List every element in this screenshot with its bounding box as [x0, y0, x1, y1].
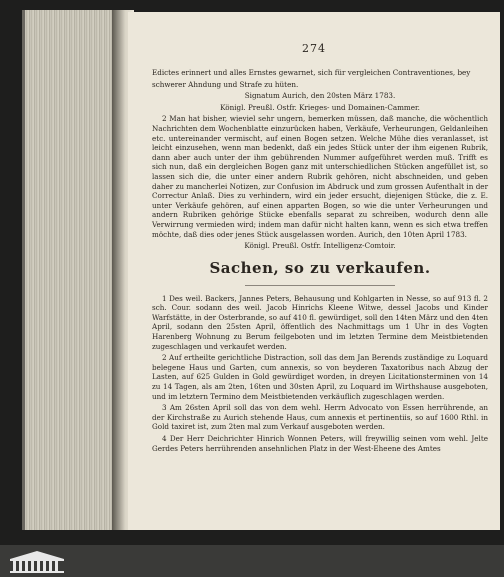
intro-line-1: Edictes erinnert und alles Ernstes gewarnet, sich für vergleichen Contraventiones, bey: [152, 68, 471, 77]
signature-line-1: Signatum Aurich, den 20sten März 1783.: [244, 91, 396, 101]
signature-intelligenz: Königl. Preußl. Ostfr. Intelligenz-Comtoir.: [244, 241, 396, 251]
section-heading: Sachen, so zu verkaufen.: [209, 258, 431, 277]
document-page: [128, 12, 500, 530]
paragraph-2: 2 Man hat bisher, wieviel sehr ungern, bemerken müssen, daß manche, die wöchentlich Nachrichten dem Wochenblatte einzurücken haben, Verkäufe, Verheurungen, Geldanleihen etc. untereinander vermischt, auf einen Bogen setzen. Welche Mühe dies veranlasset, ist leicht einzusehen, wenn man bedenkt, daß ein jedes Stück unter der ihm eigenen Rubrik, dann aber auch unter der ihm gebührenden Nummer aufgeführet werden muß. Trifft es sich nun, daß ein dergleichen Bogen ganz mit unterschiedlichen Stücken angefüllet ist, so lassen sich die, die unter einer andern Rubrik gehören, nicht abschneiden, und geben daher zu mancherlei Notizen, zur Confusion im Abdruck und zum grossen Aufenthalt in der Correctur Anlaß. Dies zu verhindern, wird ein jeder ersucht, diejenigen Stücke, die z. E. unter Verkäufe gehören, auf einen apparten Bogen, so wie die unter Verheurungen und andern Rubriken gehörige Stücke ebenfalls separat zu schreiben, wodurch denn alle Verwirrung vermieden wird; indem man dafür nicht halten kann, wenn es sich etwa treffen möchte, daß dies oder jenes Stück ausgelassen worden. Aurich, den 10ten April 1783.: [152, 114, 488, 239]
page-edges: [22, 10, 125, 530]
page-number: 274: [302, 42, 326, 55]
item-2: 2 Auf ertheilte gerichtliche Distraction, soll das dem Jan Berends zuständige zu Loquard belegene Haus und Garten, cum annexis, so von beyderen Taxatoribus nach Abzug der Lasten, auf 625 Gulden in Gold gewürdiget worden, in dreyen Licitationsterminen von 14 zu 14 Tagen, als am 2ten, 16ten und 30sten April, zu Loquard im Wirthshause ausgeboten, und im letztern Termino dem Meistbietenden verkäuflich zugeschlagen werden.: [152, 353, 488, 401]
library-building-logo: [6, 549, 68, 573]
bottom-bar: [0, 545, 504, 577]
signature-line-2: Königl. Preußl. Ostfr. Krieges- und Domainen-Cammer.: [220, 102, 420, 112]
item-3: 3 Am 26sten April soll das von dem wehl. Herrn Advocato von Essen herrührende, an der Kirchstraße zu Aurich stehende Haus, cum annexis et pertinentiis, so auf 1600 Rthl. in Gold taxiret ist, zum 2ten mal zum Verkauf ausgeboten werden.: [152, 403, 488, 432]
heading-rule: [245, 285, 395, 286]
intro-line-2: schwerer Ahndung und Strafe zu hüten.: [152, 79, 299, 89]
item-4: 4 Der Herr Deichrichter Hinrich Wonnen Peters, will freywillig seinen vom wehl. Jelte Gerdes Peters herrührenden ansehnlichen Platz in der West-Eheene des Amtes: [152, 434, 488, 453]
item-1: 1 Des weil. Backers, Jannes Peters, Behausung und Kohlgarten in Nesse, so auf 913 fl. 2 sch. Cour. sodann des weil. Jacob Hinrichs Kleene Witwe, dessel Jacobs und Kinder Warfstätte, in der Osterbrande, so auf 410 fl. gewürdiget, soll den 14ten März und den 4ten April, sodann den 25sten April, öffentlich des Nachmittags um 1 Uhr in des Vogten Harenberg Wohnung zu Berum feilgeboten und im letzten Termine dem Meistbietenden zugeschlagen und verkaufet werden.: [152, 293, 489, 351]
page-text: [152, 68, 488, 455]
